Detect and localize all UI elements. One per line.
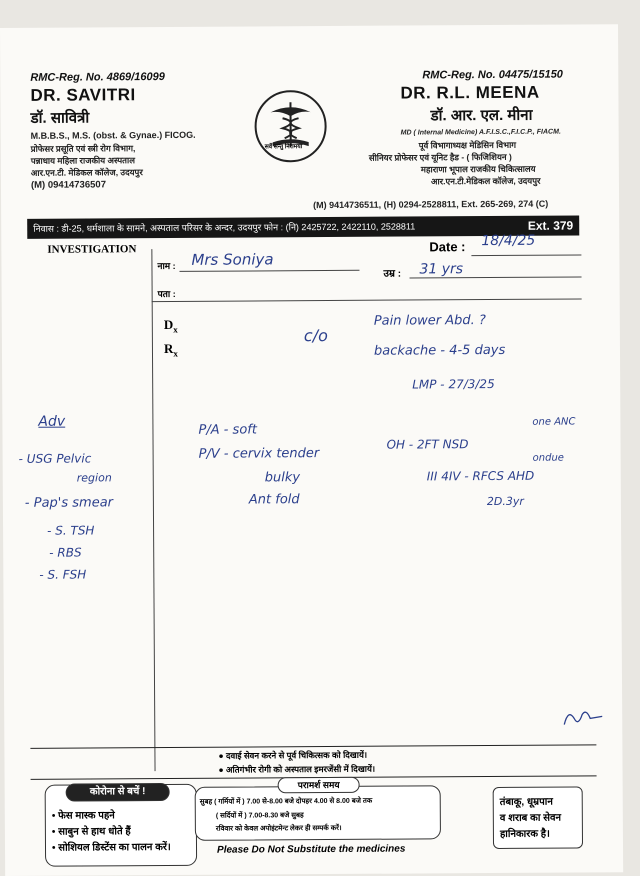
corona-tip1: • फेस मास्क पहने <box>51 810 115 822</box>
corona-tip3: • सोशियल डिस्टेंस का पालन करें। <box>51 841 171 854</box>
age-value: 31 yrs <box>419 261 464 278</box>
name-label: नाम : <box>157 260 176 272</box>
substitute-notice: Please Do Not Substitute the medicines <box>216 843 406 856</box>
prescription-sheet <box>0 24 623 876</box>
warning-line3: हानिकारक है। <box>499 828 550 840</box>
age-label: उम्र : <box>383 268 402 280</box>
note-rx1: OH - 2FT NSD <box>386 437 469 452</box>
note-adv3: - S. TSH <box>47 523 95 538</box>
dx-symbol: $D_x$ <box>163 316 178 335</box>
corona-title: कोरोना से बचें ! <box>66 783 170 802</box>
right-doctor-degree: MD ( Internal Medicine) A.F.I.S.C.,F.I.C.P., FIACM. <box>400 128 561 137</box>
note-co: c/o <box>303 326 328 346</box>
note-complaint1: Pain lower Abd. ? <box>373 313 486 329</box>
address-line <box>152 298 582 302</box>
name-line <box>179 270 359 272</box>
name-value: Mrs Soniya <box>191 250 274 269</box>
timing-box <box>195 779 441 841</box>
note-rx3: 2D.3yr <box>486 494 524 509</box>
right-doctor-line3: महाराणा भूपाल राजकीय चिकित्सालय <box>420 163 536 175</box>
investigation-label: INVESTIGATION <box>47 243 137 256</box>
note-adv1b: region <box>76 471 112 485</box>
right-doctor-phones: (M) 9414736511, (H) 0294-2528811, Ext. 265-269, 274 (C) <box>313 198 549 211</box>
caduceus-logo <box>252 88 328 164</box>
dx-label: D <box>163 316 174 333</box>
rx-label: R <box>163 340 174 357</box>
address-ext: Ext. 379 <box>527 218 574 233</box>
note-adv4: - RBS <box>49 545 82 560</box>
left-doctor-line1: प्रोफेसर प्रसूति एवं स्त्री रोग विभाग, <box>30 143 136 154</box>
left-doctor-degree: M.B.B.S., M.S. (obst. & Gynae.) FICOG. <box>30 129 196 141</box>
left-doctor-name: DR. SAVITRI <box>30 85 136 105</box>
footer-notice1: ● दवाई सेवन करने से पूर्व चिकित्सक को दिखायें। <box>218 749 368 761</box>
date-line <box>471 254 581 256</box>
logo-caption: सर्वे सन्तु निरामया <box>264 144 303 151</box>
note-complaint2: backache - 4-5 days <box>373 342 506 359</box>
note-pv: P/V - cervix tender <box>198 446 320 462</box>
footer-divider <box>30 744 596 748</box>
timing-line2: ( सर्दियों में ) 7.00-8.30 बजे सुबह <box>215 812 304 820</box>
note-pv2: bulky <box>264 470 301 486</box>
note-adv1: - USG Pelvic <box>18 451 92 466</box>
note-pa: P/A - soft <box>198 422 257 438</box>
doctor-signature <box>560 704 606 730</box>
corona-box <box>45 784 197 867</box>
timing-line3: रविवार को केवल अपोइंटमेन्ट लेकर ही सम्पर्क करें। <box>215 824 342 833</box>
left-doctor-name-hindi: डॉ. सावित्री <box>30 109 90 127</box>
footer-notice2: ● अतिगंभीर रोगी को अस्पताल इमरजेंसी में दिखायें। <box>218 763 376 775</box>
note-adv5: - S. FSH <box>39 567 87 582</box>
note-adv: Adv <box>38 413 66 430</box>
note-adv2: - Pap's smear <box>24 495 114 511</box>
note-rx2: III 4IV - RFCS AHD <box>426 468 535 484</box>
address-label: पता : <box>157 288 176 300</box>
left-doctor-mobile: (M) 09414736507 <box>30 179 106 191</box>
timing-line1: सुबह ( गर्मियों में ) 7.00 से-8.00 बजे दोपहर 4.00 से 8.00 बजे तक <box>199 797 373 806</box>
left-reg-no: RMC-Reg. No. 4869/16099 <box>30 70 165 84</box>
tobacco-warning-box <box>493 786 583 849</box>
note-pv3: Ant fold <box>248 492 300 508</box>
date-value: 18/4/25 <box>481 232 536 250</box>
right-doctor-line4: आर.एन.टी.मेडिकल कॉलेज, उदयपुर <box>430 175 541 187</box>
warning-line2: व शराब का सेवन <box>499 812 562 824</box>
left-doctor-line3: आर.एन.टी. मेडिकल कॉलेज, उदयपुर <box>30 167 143 178</box>
left-doctor-line2: पन्नाधाय महिला राजकीय अस्पताल <box>30 155 136 166</box>
address-text: निवास : डी-25, धर्मशाला के सामने, अस्पताल परिसर के अन्दर, उदयपुर फोन : (नि) 2425722, 2422110, 2528811 <box>33 221 416 234</box>
right-doctor-name-hindi: डॉ. आर. एल. मीना <box>430 106 533 125</box>
right-reg-no: RMC-Reg. No. 04475/15150 <box>422 68 563 82</box>
right-doctor-name: DR. R.L. MEENA <box>400 82 540 103</box>
note-rx1b: one ANC <box>532 416 576 428</box>
right-doctor-line2: सीनियर प्रोफेसर एवं यूनिट हैड - ( फिजिशियन ) <box>368 151 512 163</box>
corona-tip2: • साबुन से हाथ धोते हैं <box>51 826 131 838</box>
date-label: Date : <box>429 239 466 255</box>
note-lmp: LMP - 27/3/25 <box>412 376 495 392</box>
rx-symbol: $R_x$ <box>163 340 178 359</box>
note-rx1c: ondue <box>532 452 564 464</box>
column-divider <box>151 249 155 771</box>
right-doctor-line1: पूर्व विभागाध्यक्ष मेडिसिन विभाग <box>418 139 517 151</box>
warning-line1: तंबाकू, धूम्रपान <box>499 796 553 808</box>
timing-title: परामर्श समय <box>278 777 360 794</box>
